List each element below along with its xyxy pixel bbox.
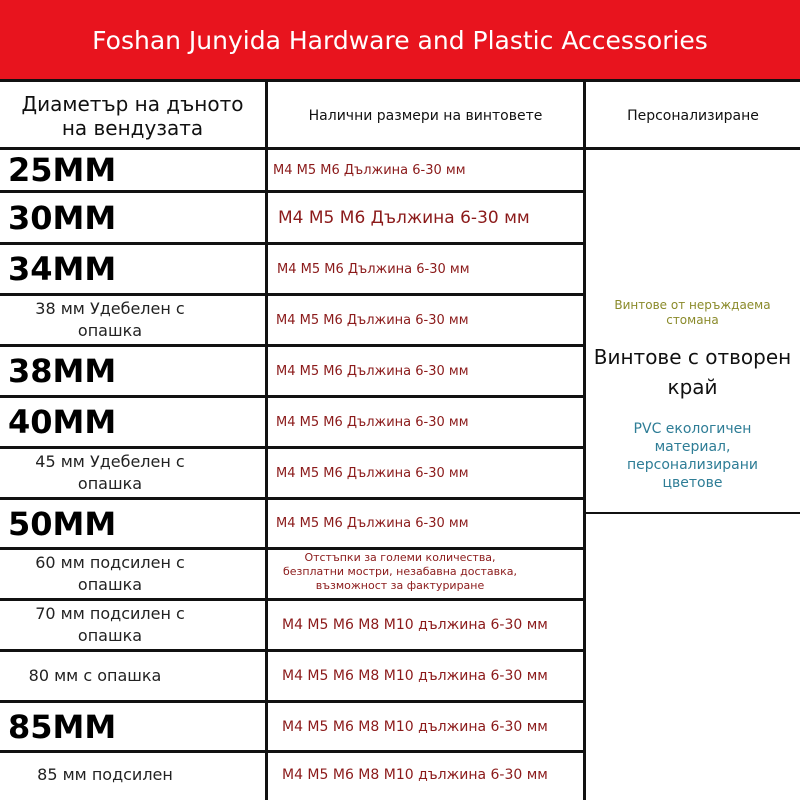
row-size: 85 мм подсилен <box>37 765 173 784</box>
row-screws: M4 M5 M6 Дължина 6-30 мм <box>276 465 469 481</box>
grid-line-customization-bottom <box>583 512 800 514</box>
row-screws: M4 M5 M6 Дължина 6-30 мм <box>278 207 530 228</box>
banner-title: Foshan Junyida Hardware and Plastic Accessories <box>92 26 708 55</box>
header-customization: Персонализиране <box>627 107 759 124</box>
row-screws: M4 M5 M6 Дължина 6-30 мм <box>276 516 469 531</box>
row-size: 38MM <box>8 352 117 390</box>
header-diameter: Диаметър на дъното на вендузата <box>21 91 244 140</box>
row-size: 30MM <box>8 198 117 237</box>
row-screws: M4 M5 M6 M8 M10 дължина 6-30 мм <box>282 617 548 633</box>
customization-note: PVC екологичен материал, персонализирани цветове <box>627 421 758 491</box>
row-screws: M4 M5 M6 M8 M10 дължина 6-30 мм <box>282 718 548 735</box>
row-size: 25MM <box>8 151 117 189</box>
row-note: Отстъпки за големи количества, безплатни мостри, незабавна доставка, възможност за фактуриране <box>282 551 518 592</box>
row-size: 50MM <box>8 504 117 543</box>
row-screws: M4 M5 M6 Дължина 6-30 мм <box>276 414 469 430</box>
row-size: 40MM <box>8 403 117 441</box>
row-size: 60 мм подсилен с опашка <box>35 553 185 594</box>
row-screws: M4 M5 M6 M8 M10 дължина 6-30 мм <box>282 767 548 783</box>
header-screw-sizes: Налични размери на винтовете <box>308 107 543 124</box>
row-screws: M4 M5 M6 Дължина 6-30 мм <box>276 363 469 379</box>
row-size: 38 мм Удебелен с опашка <box>35 299 185 340</box>
row-size: 45 мм Удебелен с опашка <box>35 452 185 493</box>
row-size: 70 мм подсилен с опашка <box>35 604 185 645</box>
row-screws: M4 M5 M6 Дължина 6-30 мм <box>276 312 469 328</box>
row-screws: M4 M5 M6 Дължина 6-30 мм <box>273 162 466 178</box>
row-size: 85MM <box>8 707 117 746</box>
row-size: 80 мм с опашка <box>28 666 162 685</box>
row-screws: M4 M5 M6 Дължина 6-30 мм <box>277 261 470 277</box>
customization-main: Винтове с отворен край <box>593 345 792 399</box>
banner <box>0 0 800 82</box>
row-screws: M4 M5 M6 M8 M10 дължина 6-30 мм <box>282 668 548 684</box>
row-size: 34MM <box>8 250 117 288</box>
customization-material: Винтове от неръждаема стомана <box>614 298 771 327</box>
